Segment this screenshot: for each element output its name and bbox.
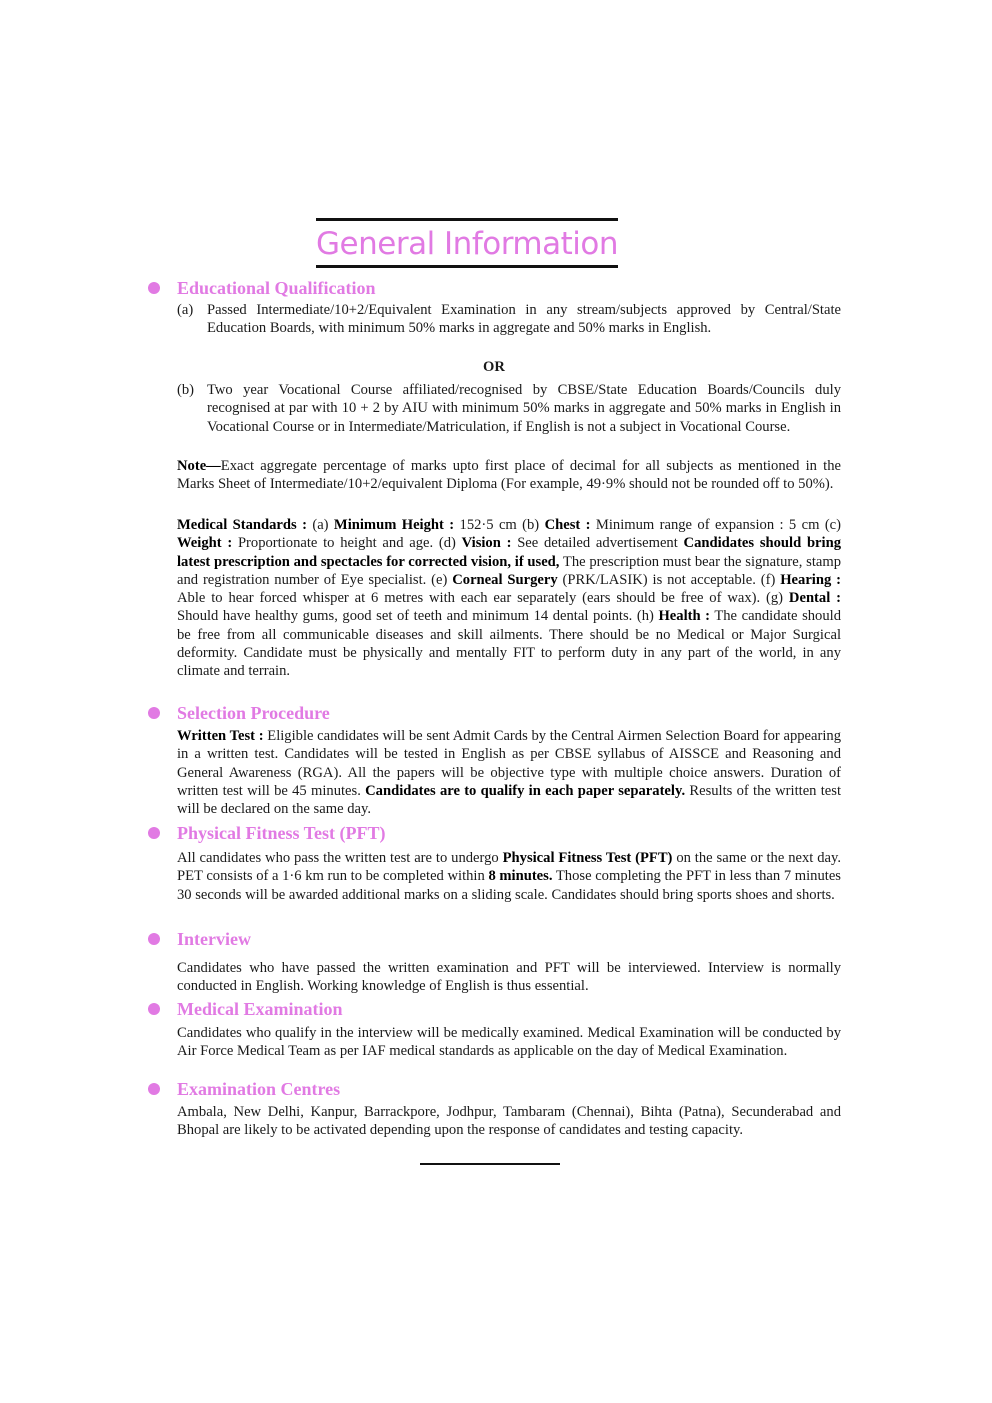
qualification-a (177, 301, 841, 338)
text-run: 152·5 cm (b) (454, 517, 545, 533)
interview-paragraph: Candidates who have passed the written examination and PFT will be interviewed. Interview is normally conducted in English. Working knowledge of English is thus essential. (177, 960, 841, 995)
bullet-icon (148, 282, 160, 294)
chest-label: Chest : (544, 517, 591, 533)
text-run: Able to hear forced whisper at 6 metres with each ear separately (ears should be free of wax). (g) (177, 590, 789, 607)
health-label: Health : (658, 608, 711, 625)
centres-paragraph: Ambala, New Delhi, Kanpur, Barrackpore, Jodhpur, Tambaram (Chennai), Bihta (Patna), Secunderabad and Bhopal are likely to be activated depending upon the response of candidates and testing capacity. (177, 1104, 841, 1139)
text-run: See detailed advertisement (511, 535, 684, 552)
corneal-label: Corneal Surgery (452, 571, 558, 588)
time-limit: 8 minutes. (488, 868, 553, 885)
text-run: on the same or the next day. PET consists of a 1·6 km run to be completed within (177, 850, 841, 885)
heading-interview: Interview (177, 929, 251, 949)
text-run: Proportionate to height and age. (d) (232, 535, 462, 552)
text-run: Minimum range of expansion : 5 cm (c) (590, 517, 842, 533)
text-run: Eligible candidates will be sent Admit Cards by the Central Airmen Selection Board for appearing in a written test. Candidates will be tested in English as per CBSE syllabus of AISSCE and Reasoning and General Awareness (RGA). All the papers will be objective type with multiple choice answers. Duration of written test will be 45 minutes. (177, 728, 841, 799)
note-text: Exact aggregate percentage of marks upto first place of decimal for all subjects as mentioned in the Marks Sheet of Intermediate/10+2/equivalent Diploma (For example, 49·9% should not be rounded off to 50%). (177, 458, 841, 493)
item-text: Two year Vocational Course affiliated/recognised by CBSE/State Education Boards/Councils duly recognised at par with 10 + 2 by AIU with minimum 50% marks in aggregate and 50% marks in English in Vocational Course or in Intermediate/Matriculation, if English is not a subject in Vocational Course. (207, 382, 841, 435)
medical-standards-paragraph (177, 516, 841, 681)
medical-exam-paragraph: Candidates who qualify in the interview will be medically examined. Medical Examination will be conducted by Air Force Medical Team as per IAF medical standards as applicable on the day of Medical Examination. (177, 1025, 841, 1060)
bullet-icon (148, 827, 160, 839)
selection-paragraph (177, 727, 841, 818)
heading-educational-qualification: Educational Qualification (177, 278, 376, 298)
pft-paragraph (177, 849, 841, 904)
vision-label: Vision : (461, 535, 512, 552)
written-test-label: Written Test : (177, 728, 264, 744)
heading-physical-fitness-test: Physical Fitness Test (PFT) (177, 823, 386, 843)
bullet-icon (148, 1003, 160, 1015)
note-paragraph (177, 457, 841, 494)
text-run: The prescription must bear the signature, stamp and registration number of Eye specialist. (e) (177, 553, 841, 588)
note-label: Note— (177, 458, 221, 474)
item-text: Passed Intermediate/10+2/Equivalent Examination in any stream/subjects approved by Central/State Education Boards, with minimum 50% marks in aggregate and 50% marks in English. (207, 302, 841, 337)
text-run: All candidates who pass the written test are to undergo (177, 850, 503, 866)
end-divider (420, 1163, 560, 1165)
dental-label: Dental : (788, 590, 841, 607)
hearing-label: Hearing : (780, 571, 842, 588)
text-run: Should have healthy gums, good set of teeth and minimum 14 dental points. (h) (177, 608, 659, 625)
or-separator: OR (483, 359, 505, 375)
title-block (316, 218, 618, 270)
heading-examination-centres: Examination Centres (177, 1079, 341, 1099)
bullet-icon (148, 933, 160, 945)
heading-medical-examination: Medical Examination (177, 999, 343, 1019)
height-label: Minimum Height : (333, 517, 455, 533)
page-title: General Information (316, 226, 618, 262)
item-label: (a) (177, 302, 194, 318)
text-run: Results of the written test will be declared on the same day. (177, 782, 841, 818)
text-run: Those completing the PFT in less than 7 minutes 30 seconds will be awarded additional marks on a sliding scale. Candidates should bring sports shoes and shorts. (177, 868, 841, 903)
spectacles-notice: Candidates should bring latest prescription and spectacles for corrected vision, if used, (177, 535, 842, 570)
title-rule-top (316, 218, 618, 221)
qualify-notice: Candidates are to qualify in each paper separately. (365, 782, 686, 799)
qualification-b (177, 381, 841, 436)
heading-selection-procedure: Selection Procedure (177, 703, 330, 723)
weight-label: Weight : (177, 535, 233, 552)
text-run: The candidate should be free from all communicable diseases and skill ailments. There should be no Medical or Major Surgical deformity. Candidate must be physically and mentally FIT to perform duty in any part of the world, in any climate and terrain. (177, 608, 841, 680)
bullet-icon (148, 1083, 160, 1095)
item-label: (b) (177, 382, 195, 398)
text-run: (a) (306, 517, 334, 533)
pft-label: Physical Fitness Test (PFT) (502, 850, 673, 866)
medical-standards-label: Medical Standards : (177, 517, 307, 533)
title-rule-bottom (316, 265, 618, 268)
text-run: (PRK/LASIK) is not acceptable. (f) (557, 571, 781, 588)
bullet-icon (148, 707, 160, 719)
